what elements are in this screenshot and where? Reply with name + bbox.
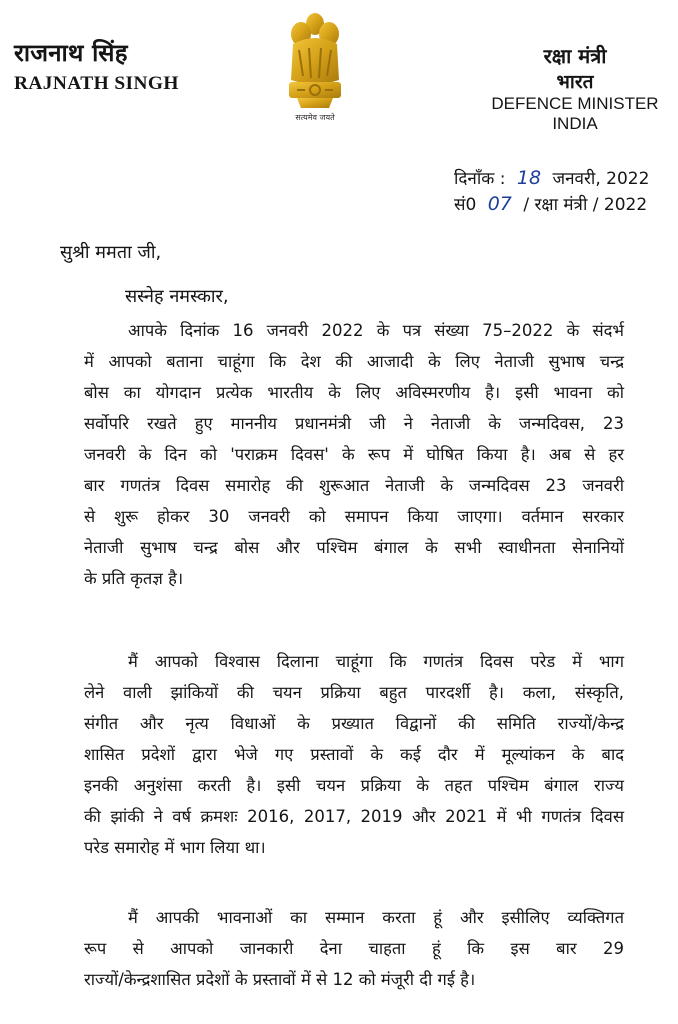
reference-label: सं0 [454, 195, 477, 215]
paragraph-line: बोस का योगदान प्रत्येक भारतीय के लिए अविस्मरणीय है। इसी भावना को [84, 383, 624, 402]
paragraph-line: जनवरी के दिन को 'पराक्रम दिवस' के रूप में घोषित किया है। अब से हर [84, 445, 624, 464]
country-hindi: भारत [556, 71, 594, 93]
paragraph-line: परेड समारोह में भाग लिया था। [84, 838, 266, 857]
reference-line [454, 192, 649, 218]
paragraph-line: बार गणतंत्र दिवस समारोह की शुरूआत नेताजी के जन्मदिवस 23 जनवरी [84, 476, 624, 495]
national-emblem-icon [283, 10, 347, 132]
paragraph-1 [84, 315, 624, 594]
date-label: दिनाँक : [454, 169, 506, 189]
designation-block [438, 42, 668, 134]
paragraph-line: इनकी अनुशंसा करती है। इसी चयन प्रक्रिया के तहत पश्चिम बंगाल राज्य [84, 776, 624, 795]
paragraph-3 [84, 902, 624, 995]
country-english: INDIA [552, 114, 598, 133]
paragraph-line: नेताजी सुभाष चन्द्र बोस और पश्चिम बंगाल के सभी स्वाधीनता सेनानियों [84, 538, 624, 557]
paragraph-line: की झांकी ने वर्ष क्रमशः 2016, 2017, 2019 और 2021 में भी गणतंत्र दिवस [84, 807, 624, 826]
paragraph-line: मैं आपकी भावनाओं का सम्मान करता हूं और इसीलिए व्यक्तिगत [128, 908, 624, 927]
reference-rest: / रक्षा मंत्री / 2022 [523, 195, 648, 215]
paragraph-line: आपके दिनांक 16 जनवरी 2022 के पत्र संख्या 75–2022 के संदर्भ [128, 321, 624, 340]
date-day-handwritten: 18 [516, 167, 542, 189]
paragraph-line: लेने वाली झांकियों की चयन प्रक्रिया बहुत पारदर्शी है। कला, संस्कृति, [84, 683, 624, 702]
sender-name-english: RAJNATH SINGH [14, 73, 179, 94]
date-month-year: जनवरी, 2022 [552, 169, 650, 189]
paragraph-line: राज्यों/केन्द्रशासित प्रदेशों के प्रस्तावों में से 12 को मंजूरी दी गई है। [84, 970, 476, 989]
paragraph-line: में आपको बताना चाहूंगा कि देश की आजादी के लिए नेताजी सुभाष चन्द्र [84, 352, 624, 371]
paragraph-line: रूप से आपको जानकारी देना चाहता हूं कि इस बार 29 [84, 939, 624, 958]
paragraph-line: से शुरू होकर 30 जनवरी को समापन किया जाएगा। वर्तमान सरकार [84, 507, 624, 526]
paragraph-line: के प्रति कृतज्ञ है। [84, 569, 184, 588]
paragraph-line: संगीत और नृत्य विधाओं के प्रख्यात विद्वानों की समिति राज्यों/केन्द्र [84, 714, 624, 733]
greeting: सस्नेह नमस्कार, [125, 286, 229, 307]
designation-hindi: रक्षा मंत्री [543, 44, 607, 68]
paragraph-line: मैं आपको विश्वास दिलाना चाहूंगा कि गणतंत्र दिवस परेड में भाग [128, 652, 624, 671]
salutation: सुश्री ममता जी, [60, 242, 162, 263]
emblem-motto: सत्यमेव जयते [295, 113, 335, 122]
reference-number-handwritten: 07 [487, 193, 512, 215]
sender-name-hindi: राजनाथ सिंह [14, 39, 128, 67]
date-line [454, 166, 649, 192]
paragraph-line: शासित प्रदेशों द्वारा भेजे गए प्रस्तावों के कई दौर में मूल्यांकन के बाद [84, 745, 624, 764]
paragraph-line: सर्वोपरि रखते हुए माननीय प्रधानमंत्री जी ने नेताजी के जन्मदिवस, 23 [84, 414, 624, 433]
paragraph-2 [84, 646, 624, 863]
designation-english: DEFENCE MINISTER [491, 94, 659, 113]
date-reference-block [454, 166, 649, 218]
